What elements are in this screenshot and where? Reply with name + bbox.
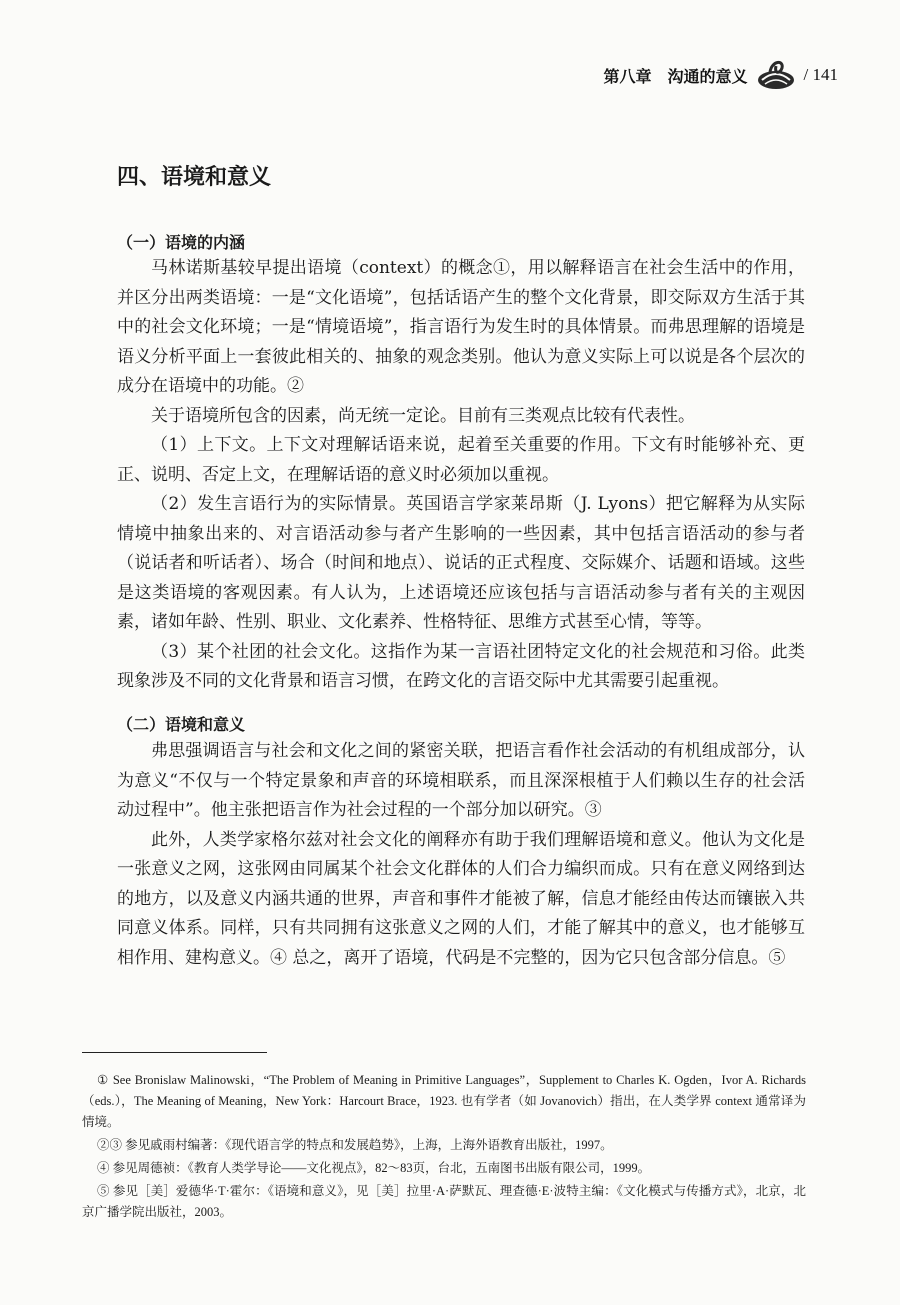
subsection-2-title: （二）语境和意义 <box>117 715 246 734</box>
subsection-2-body <box>117 737 805 973</box>
chapter-title: 第八章 沟通的意义 <box>603 66 748 86</box>
paragraph: 关于语境所包含的因素，尚无统一定论。目前有三类观点比较有代表性。 <box>151 405 695 426</box>
footnote: ① See Bronislaw Malinowski，“The Problem of Meaning in Primitive Languages”，Supplement to Charles K. Ogden，Ivor A. Richards（eds.），The Meaning of Meaning，New York：Harcourt Brace，1923. 也有学者（如 Jovanovich）指出，在人类学界 context 通常译为情境。 <box>82 1073 806 1129</box>
paragraph: （3）某个社团的社会文化。这指作为某一言语社团特定文化的社会规范和习俗。此类现象涉及不同的文化背景和语言习惯，在跨文化的言语交际中尤其需要引起重视。 <box>117 641 805 691</box>
paragraph: 此外，人类学家格尔兹对社会文化的阐释亦有助于我们理解语境和意义。他认为文化是一张意义之网，这张网由同属某个社会文化群体的人们合力编织而成。只有在意义网络到达的地方，以及意义内涵共通的世界，声音和事件才能被了解，信息才能经由传达而镶嵌入共同意义体系。同样，只有共同拥有这张意义之网的人们，才能了解其中的意义，也才能够互相作用、建构意义。④ 总之，离开了语境，代码是不完整的，因为它只包含部分信息。⑤ <box>117 829 805 968</box>
paragraph: （1）上下文。上下文对理解话语来说，起着至关重要的作用。下文有时能够补充、更正、说明、否定上文，在理解话语的意义时必须加以重视。 <box>117 435 805 485</box>
paragraph: 弗思强调语言与社会和文化之间的紧密关联，把语言看作社会活动的有机组成部分，认为意义“不仅与一个特定景象和声音的环境相联系，而且深深根植于人们赖以生存的社会活动过程中”。他主张把语言作为社会过程的一个部分加以研究。③ <box>117 741 805 820</box>
footnote-divider <box>82 1052 267 1053</box>
paragraph: 马林诺斯基较早提出语境（context）的概念①，用以解释语言在社会生活中的作用，并区分出两类语境：一是“文化语境”，包括话语产生的整个文化背景，即交际双方生活于其中的社会文化环境；一是“情境语境”，指言语行为发生时的具体情景。而弗思理解的语境是语义分析平面上一套彼此相关的、抽象的观念类别。他认为意义实际上可以说是各个层次的成分在语境中的功能。② <box>117 258 805 396</box>
footnote: ⑤ 参见［美］爱德华·T·霍尔：《语境和意义》，见［美］拉里·A·萨默瓦、理查德·E·波特主编：《文化模式与传播方式》，北京，北京广播学院出版社，2003。 <box>82 1184 806 1219</box>
footnote: ④ 参见周德祯：《教育人类学导论——文化视点》，82～83页，台北，五南图书出版有限公司，1999。 <box>97 1161 651 1175</box>
footnotes <box>82 1070 806 1225</box>
page-number: / 141 <box>803 65 838 84</box>
section-title: 四、语境和意义 <box>117 165 272 190</box>
paragraph: （2）发生言语行为的实际情景。英国语言学家莱昂斯（J. Lyons）把它解释为从实际情境中抽象出来的、对言语活动参与者产生影响的一些因素，其中包括言语活动的参与者（说话者和听话者）、场合（时间和地点）、说话的正式程度、交际媒介、话题和语域。这些是这类语境的客观因素。有人认为，上述语境还应该包括与言语活动参与者有关的主观因素，诸如年龄、性别、职业、文化素养、性格特征、思维方式甚至心情，等等。 <box>117 494 805 632</box>
subsection-1-title: （一）语境的内涵 <box>117 233 246 252</box>
subsection-1-body <box>117 254 805 697</box>
footnote: ②③ 参见戚雨村编著：《现代语言学的特点和发展趋势》，上海，上海外语教育出版社，1997。 <box>97 1138 613 1152</box>
running-header <box>604 58 839 92</box>
chapter-logo-icon <box>756 58 796 92</box>
